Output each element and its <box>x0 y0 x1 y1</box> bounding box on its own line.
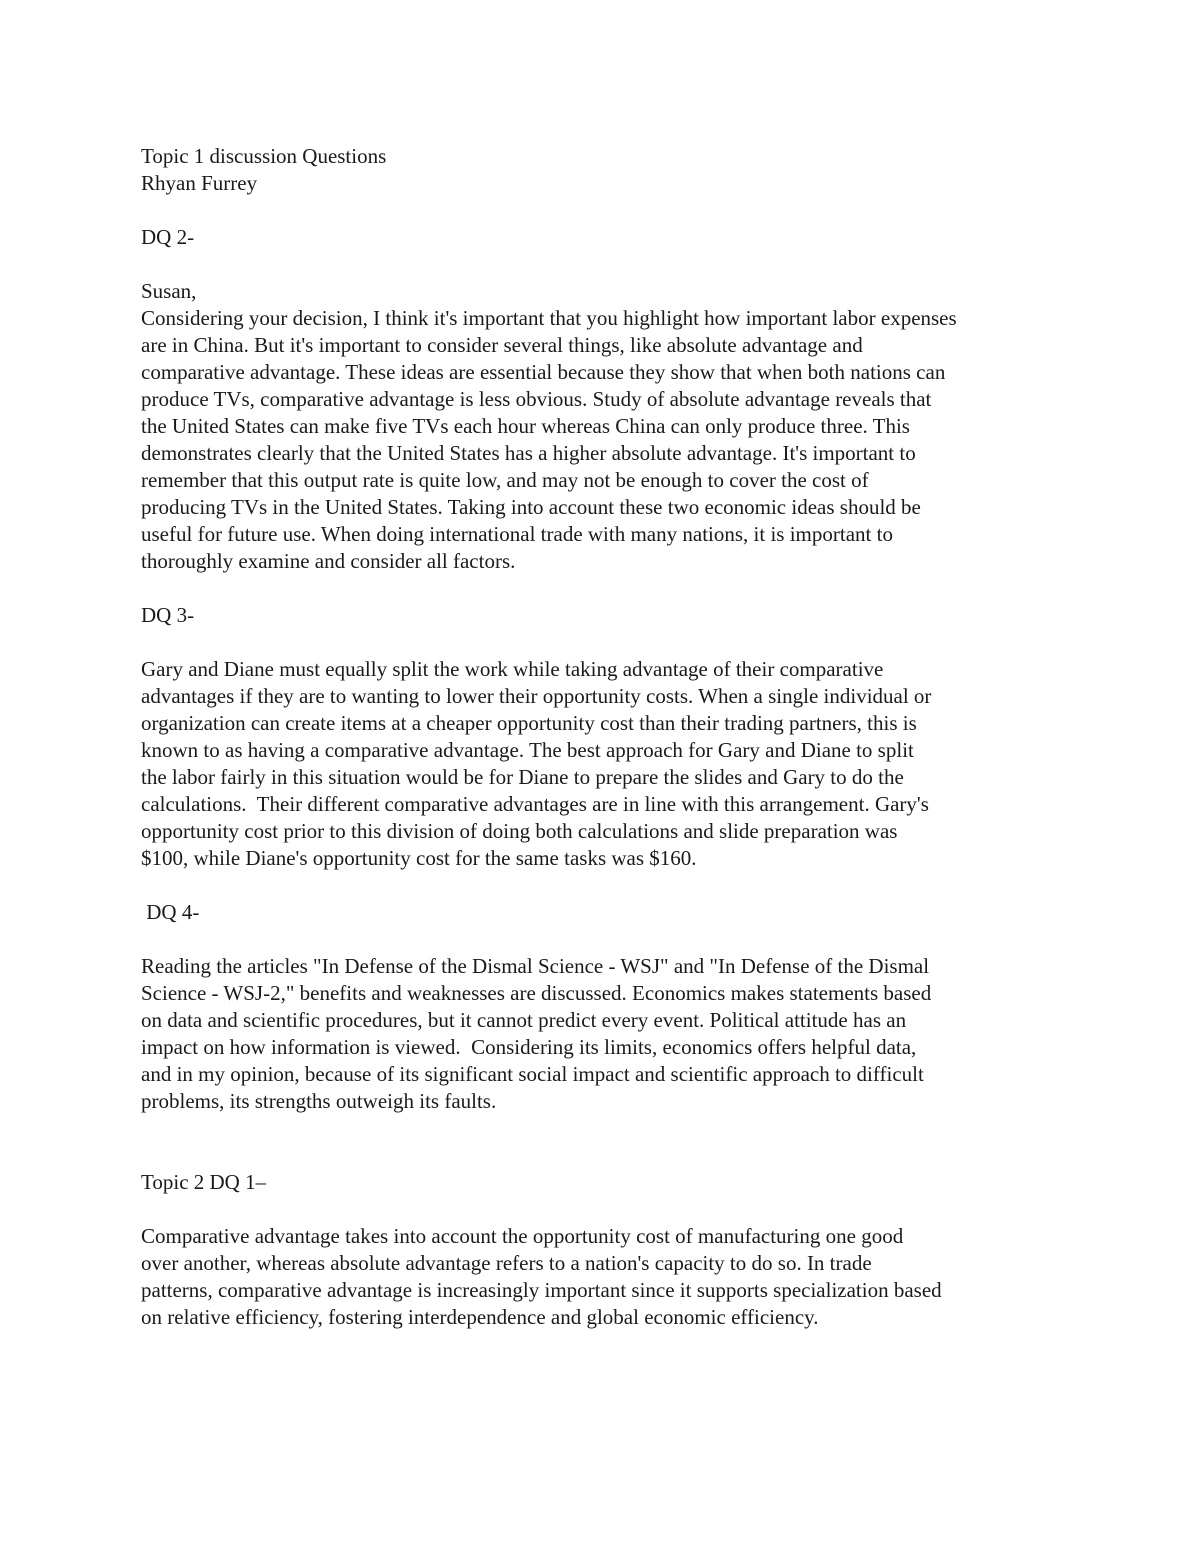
dq2-heading: DQ 2- <box>141 225 195 249</box>
paragraph-line: $100, while Diane's opportunity cost for the same tasks was $160. <box>141 846 697 870</box>
dq2-paragraph <box>141 305 1061 575</box>
paragraph-line: known to as having a comparative advantage. The best approach for Gary and Diane to split <box>141 738 914 762</box>
paragraph-line: Reading the articles "In Defense of the Dismal Science - WSJ" and "In Defense of the Dismal <box>141 954 930 978</box>
document-author: Rhyan Furrey <box>141 171 258 195</box>
dq4-paragraph <box>141 953 1061 1115</box>
paragraph-line: the United States can make five TVs each hour whereas China can only produce three. This <box>141 414 910 438</box>
spacer <box>141 1115 1061 1169</box>
paragraph-line: problems, its strengths outweigh its faults. <box>141 1089 497 1113</box>
paragraph-line: Science - WSJ-2," benefits and weaknesses are discussed. Economics makes statements based <box>141 981 932 1005</box>
spacer <box>141 251 1061 278</box>
paragraph-line: Gary and Diane must equally split the work while taking advantage of their comparative <box>141 657 884 681</box>
spacer <box>141 926 1061 953</box>
topic2-paragraph <box>141 1223 1061 1331</box>
paragraph-line: and in my opinion, because of its significant social impact and scientific approach to difficult <box>141 1062 924 1086</box>
paragraph-line: calculations. Their different comparative advantages are in line with this arrangement. Gary's <box>141 792 929 816</box>
paragraph-line: patterns, comparative advantage is increasingly important since it supports specialization based <box>141 1278 942 1302</box>
topic2-heading: Topic 2 DQ 1– <box>141 1170 267 1194</box>
paragraph-line: opportunity cost prior to this division of doing both calculations and slide preparation was <box>141 819 898 843</box>
dq3-heading: DQ 3- <box>141 603 195 627</box>
paragraph-line: impact on how information is viewed. Considering its limits, economics offers helpful data, <box>141 1035 917 1059</box>
dq2-salutation: Susan, <box>141 279 197 303</box>
paragraph-line: producing TVs in the United States. Taking into account these two economic ideas should be <box>141 495 921 519</box>
paragraph-line: produce TVs, comparative advantage is less obvious. Study of absolute advantage reveals that <box>141 387 932 411</box>
paragraph-line: thoroughly examine and consider all factors. <box>141 549 516 573</box>
paragraph-line: on relative efficiency, fostering interdependence and global economic efficiency. <box>141 1305 819 1329</box>
paragraph-line: over another, whereas absolute advantage refers to a nation's capacity to do so. In trade <box>141 1251 872 1275</box>
paragraph-line: the labor fairly in this situation would be for Diane to prepare the slides and Gary to do the <box>141 765 904 789</box>
paragraph-line: demonstrates clearly that the United States has a higher absolute advantage. It's important to <box>141 441 916 465</box>
spacer <box>141 575 1061 602</box>
paragraph-line: organization can create items at a cheaper opportunity cost than their trading partners, this is <box>141 711 917 735</box>
dq3-paragraph <box>141 656 1061 872</box>
paragraph-line: remember that this output rate is quite low, and may not be enough to cover the cost of <box>141 468 869 492</box>
paragraph-line: comparative advantage. These ideas are essential because they show that when both nations can <box>141 360 946 384</box>
paragraph-line: Comparative advantage takes into account the opportunity cost of manufacturing one good <box>141 1224 904 1248</box>
document-title: Topic 1 discussion Questions <box>141 144 387 168</box>
paragraph-line: useful for future use. When doing international trade with many nations, it is important to <box>141 522 893 546</box>
document-body <box>141 143 1061 1331</box>
spacer <box>141 629 1061 656</box>
paragraph-line: advantages if they are to wanting to lower their opportunity costs. When a single individual or <box>141 684 932 708</box>
spacer <box>141 1196 1061 1223</box>
paragraph-line: Considering your decision, I think it's important that you highlight how important labor expenses <box>141 306 957 330</box>
spacer <box>141 197 1061 224</box>
paragraph-line: on data and scientific procedures, but it cannot predict every event. Political attitude has an <box>141 1008 907 1032</box>
dq4-heading: DQ 4- <box>141 900 200 924</box>
spacer <box>141 872 1061 899</box>
paragraph-line: are in China. But it's important to consider several things, like absolute advantage and <box>141 333 863 357</box>
